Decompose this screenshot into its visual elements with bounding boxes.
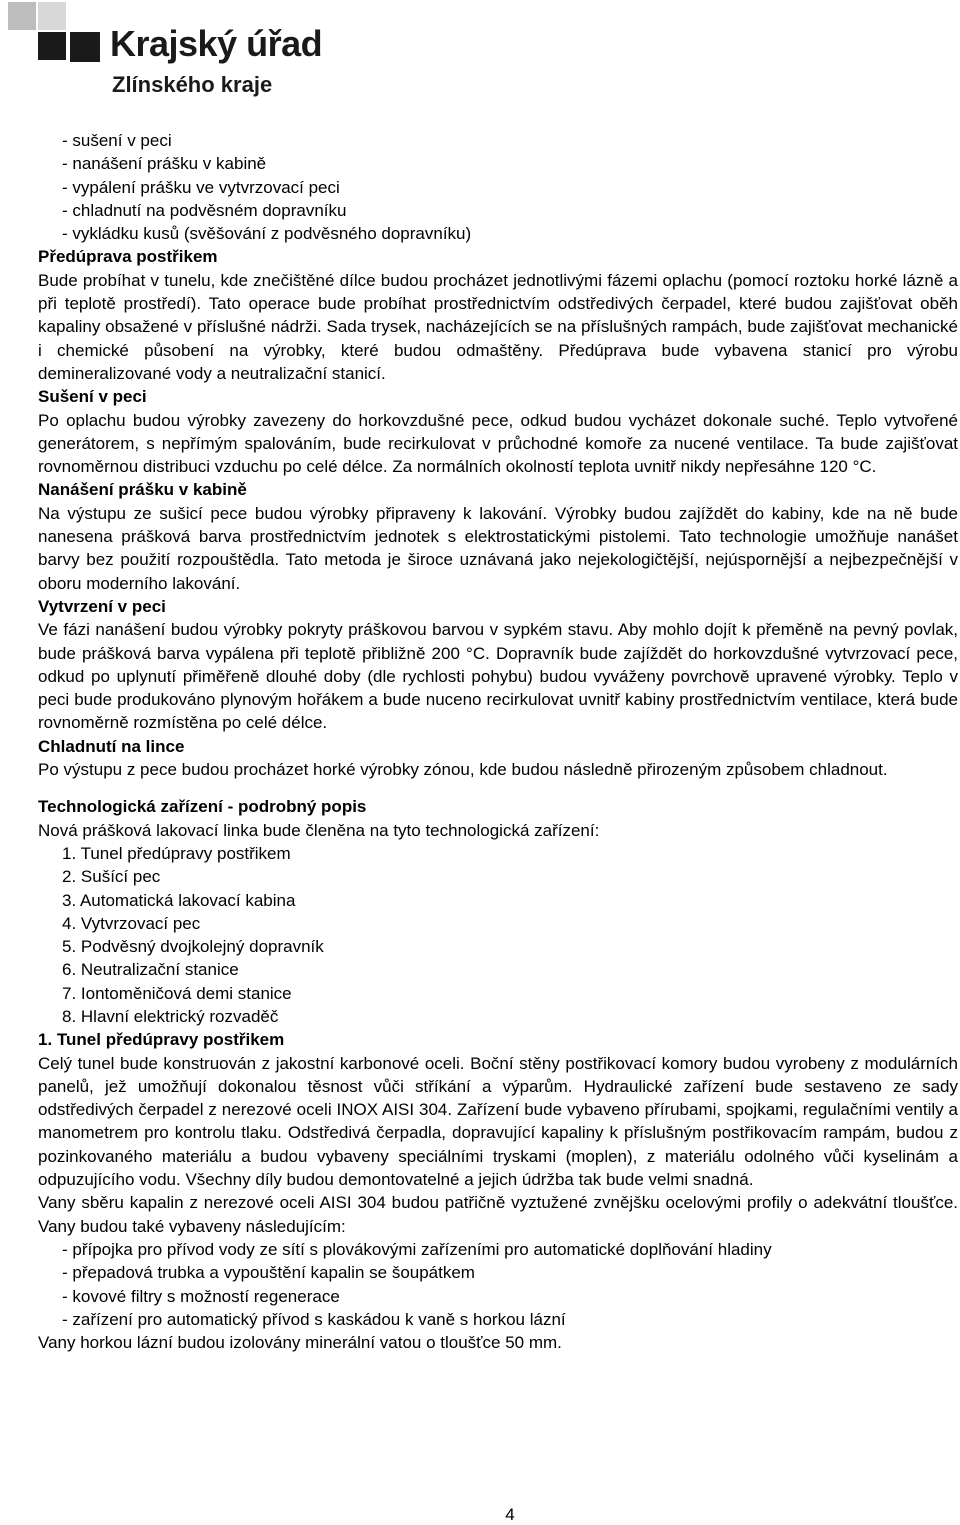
section-heading-curing: Vytvrzení v peci bbox=[38, 596, 166, 616]
section-heading-drying: Sušení v peci bbox=[38, 387, 147, 407]
intro-item: - sušení v peci bbox=[62, 131, 172, 150]
logo-square-dark bbox=[38, 32, 66, 60]
section-heading-preprocessing: Předúprava postřikem bbox=[38, 247, 218, 267]
tunnel-text: Vany horkou lázní budou izolovány minerální vatou o tloušťce 50 mm. bbox=[38, 1333, 562, 1353]
section-text-powder: Na výstupu ze sušicí pece budou výrobky připraveny k lakování. Výrobky budou zajíždět do kabiny, kde na ně bude nanesena prášková barva prostřednictvím jednotek s elektrostatickými pistolemi. Tato technologie umožňuje nanášet barvy bez použití rozpouštědla. Tato metoda je široce uznávaná jako nejekologičtější, nejúspornější a nejbezpečnější v oboru moderního lakování. bbox=[38, 503, 958, 593]
equipment-item: 2. Sušící pec bbox=[62, 867, 161, 887]
document-body bbox=[38, 129, 958, 1354]
logo-square-dark-large bbox=[70, 32, 100, 62]
intro-item: - vypálení prášku ve vytvrzovací peci bbox=[62, 177, 340, 197]
intro-item: - chladnutí na podvěsném dopravníku bbox=[62, 200, 347, 220]
equipment-heading: Technologická zařízení - podrobný popis bbox=[38, 797, 367, 817]
equipment-intro: Nová prášková lakovací linka bude členěna na tyto technologická zařízení: bbox=[38, 820, 600, 840]
logo-title: Krajský úřad bbox=[110, 23, 323, 64]
equipment-item: 6. Neutralizační stanice bbox=[62, 960, 239, 980]
equipment-item: 5. Podvěsný dvojkolejný dopravník bbox=[62, 937, 324, 957]
tunnel-text: Vany sběru kapalin z nerezové oceli AISI 304 budou patřičně vyztužené zvnějšku ocelovými profily o adekvátní tloušťce. Vany budou také vybaveny následujícím: bbox=[38, 1193, 958, 1236]
tunnel-heading: 1. Tunel předúpravy postřikem bbox=[38, 1030, 285, 1050]
tunnel-item: - kovové filtry s možností regenerace bbox=[62, 1286, 340, 1306]
equipment-item: 8. Hlavní elektrický rozvaděč bbox=[62, 1006, 279, 1026]
equipment-item: 7. Iontoměničová demi stanice bbox=[62, 983, 292, 1003]
section-text-cooling: Po výstupu z pece budou procházet horké výrobky zónou, kde budou následně přirozeným způsobem chladnout. bbox=[38, 760, 888, 780]
tunnel-item: - přípojka pro přívod vody ze sítí s plovákovými zařízeními pro automatické doplňování hladiny bbox=[62, 1239, 772, 1259]
logo-square-light bbox=[8, 2, 36, 30]
section-text-preprocessing: Bude probíhat v tunelu, kde znečištěné dílce budou procházet jednotlivými fázemi oplachu (pomocí roztoku horké lázně a při teplotě prostředí). Tato operace bude probíhat prostřednictvím odstředivých čerpadel, které budou zajišťovat oběh kapaliny obsažené v příslušné nádrži. Sada trysek, nacházejících se na příslušných rampách, bude zajišťovat mechanické i chemické působení na výrobky, které budou odmaštěny. Předúprava bude vybavena stanicí pro výrobu demineralizované vody a neutralizační stanicí. bbox=[38, 270, 958, 383]
page-number: 4 bbox=[505, 1505, 515, 1524]
intro-item: - nanášení prášku v kabině bbox=[62, 154, 267, 174]
equipment-item: 1. Tunel předúpravy postřikem bbox=[62, 843, 291, 863]
section-text-drying: Po oplachu budou výrobky zavezeny do horkovzdušné pece, odkud budou vycházet dokonale suché. Teplo vytvořené generátorem, s nepřímým spalováním, bude recirkulovat v průchodné komoře za nucené ventilace. Ta bude zajišťovat rovnoměrnou distribuci vzduchu po celé délce. Za normálních okolností teplota uvnitř nikdy nepřesáhne 120 °C. bbox=[38, 410, 958, 477]
tunnel-text: Celý tunel bude konstruován z jakostní karbonové oceli. Boční stěny postřikovací komory budou vyrobeny z modulárních panelů, jež umožňují dokonalou těsnost vůči stříkání a výparům. Hydraulické zařízení bude sestaveno ze sady odstředivých čerpadel z nerezové oceli INOX AISI 304. Zařízení bude vybaveno přírubami, spojkami, regulačními ventily a manometrem pro kontrolu tlaku. Odstředivá čerpadla, dopravující kapaliny k příslušným postřikovacím rampám, budou z pozinkovaného materiálu a budou vybaveny speciálními tryskami (moplen), z materiálu odolného vůči kyselinám a odpuzujícího vodu. Všechny díly budou demontovatelné a jejich údržba tak bude velmi snadná. bbox=[38, 1053, 958, 1190]
equipment-item: 4. Vytvrzovací pec bbox=[62, 913, 201, 933]
section-heading-powder: Nanášení prášku v kabině bbox=[38, 480, 247, 500]
logo-subtitle: Zlínského kraje bbox=[112, 72, 273, 97]
intro-item: - vykládku kusů (svěšování z podvěsného dopravníku) bbox=[62, 224, 472, 244]
logo-square-pale bbox=[38, 2, 66, 30]
section-heading-cooling: Chladnutí na lince bbox=[38, 736, 185, 756]
tunnel-item: - přepadová trubka a vypouštění kapalin se šoupátkem bbox=[62, 1263, 475, 1283]
equipment-item: 3. Automatická lakovací kabina bbox=[62, 890, 296, 910]
section-text-curing: Ve fázi nanášení budou výrobky pokryty práškovou barvou v sypkém stavu. Aby mohlo dojít k přeměně na pevný povlak, bude prášková barva vypálena při teplotě přibližně 200 °C. Dopravník bude zajíždět do horkovzdušné vytvrzovací pece, odkud po uplynutí přiměřeně dlouhé doby (dle rychlosti pohybu) budou vyváženy povrchově upravené výrobky. Teplo v peci bude produkováno plynovým hořákem a bude nuceno recirkulovat uvnitř kabiny prostřednictvím ventilace, která bude rovnoměrně rozmístěna po celé délce. bbox=[38, 620, 958, 733]
logo bbox=[8, 2, 328, 102]
tunnel-item: - zařízení pro automatický přívod s kaskádou k vaně s horkou lázní bbox=[62, 1309, 566, 1329]
spacer bbox=[38, 781, 958, 795]
